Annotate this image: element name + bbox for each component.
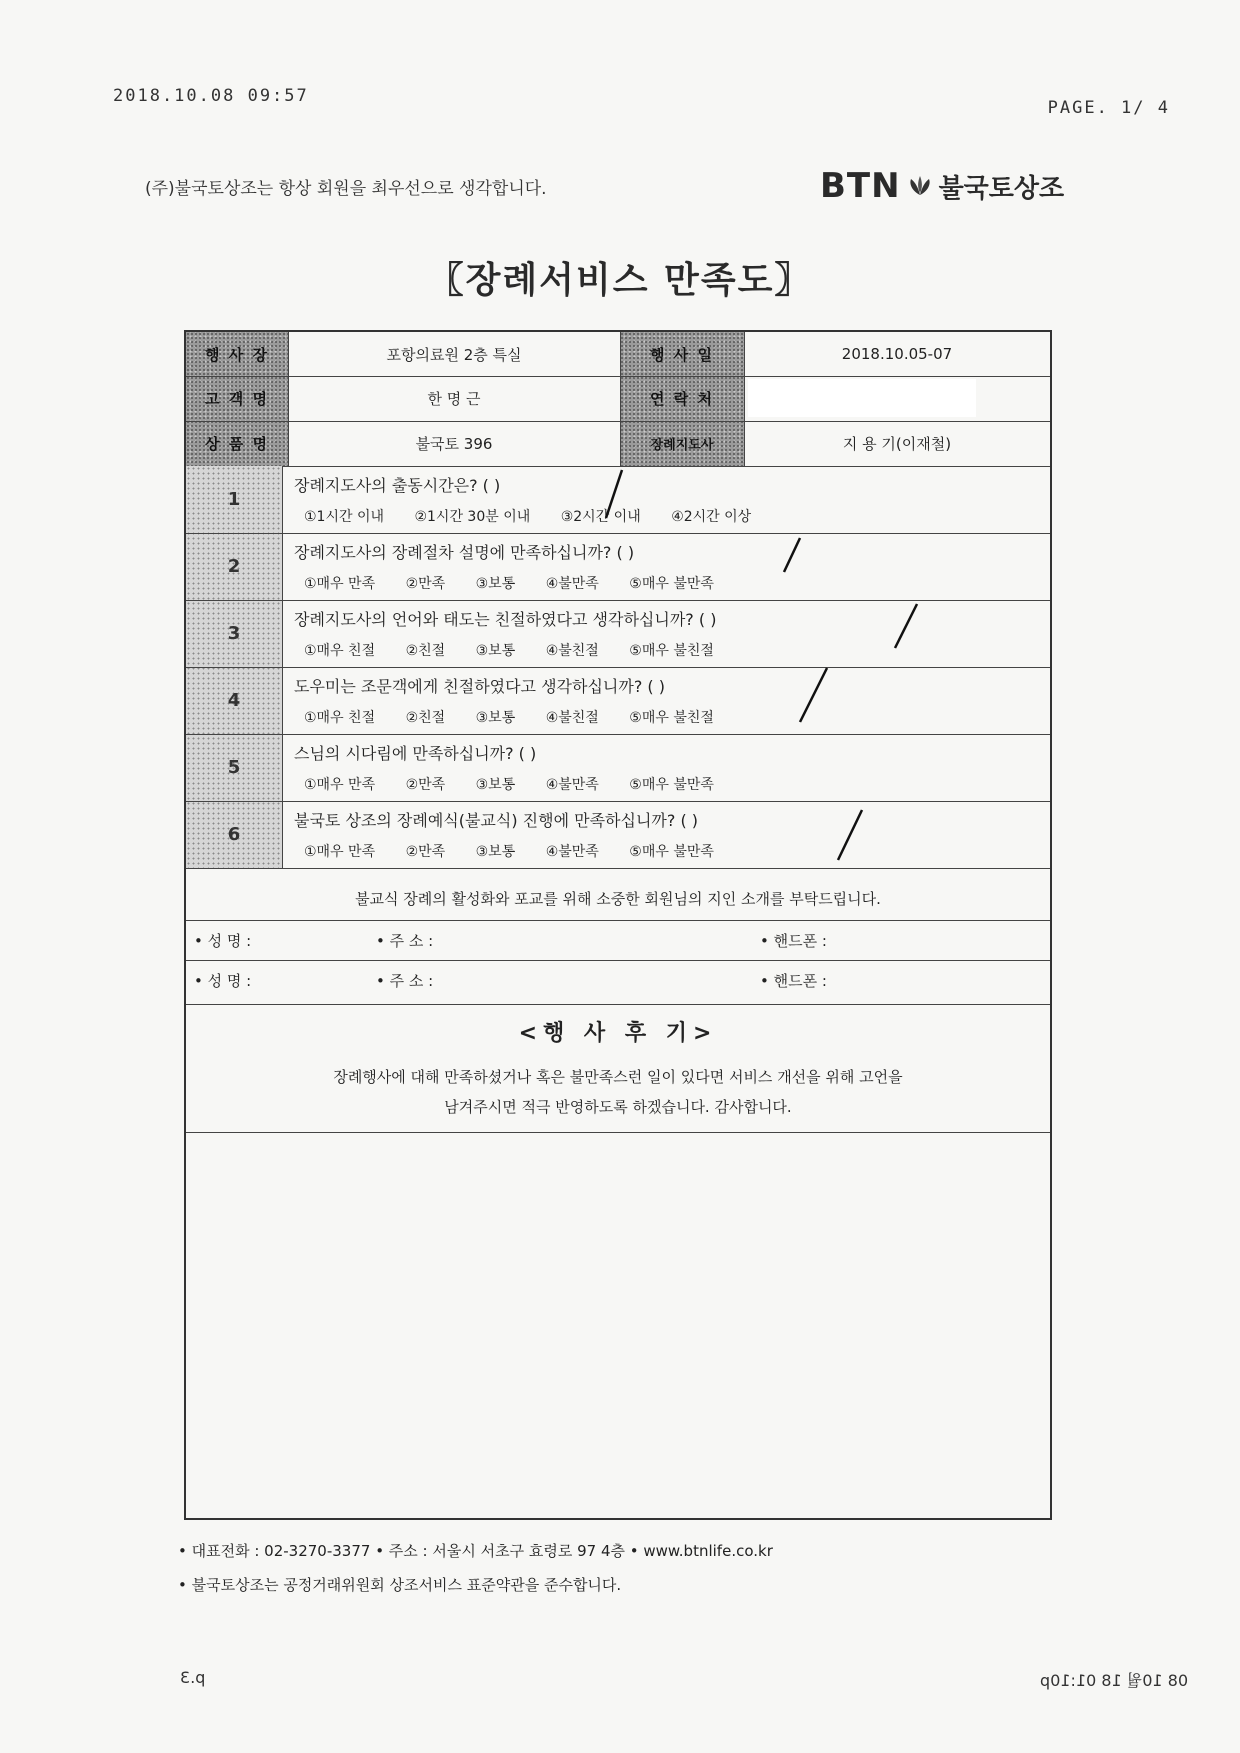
q2-option: ②만족 [405, 576, 446, 592]
label-customer: 고 객 명 [205, 390, 269, 408]
question-2-text: 장례지도사의 장례절차 설명에 만족하십니까? ( ) [294, 543, 635, 562]
q5-option: ③보통 [475, 777, 516, 793]
question-3-options [304, 640, 740, 660]
question-5-number: 5 [227, 757, 241, 778]
q3-option: ①매우 친절 [304, 643, 376, 659]
q6-option: ④불만족 [545, 844, 599, 860]
logo-name-text: 불국토상조 [938, 173, 1065, 204]
question-3-text: 장례지도사의 언어와 태도는 친절하였다고 생각하십니까? ( ) [294, 610, 717, 629]
label-product: 상 품 명 [205, 435, 269, 453]
value-venue: 포항의료원 2층 특실 [386, 345, 522, 364]
q3-option: ④불친절 [545, 643, 599, 659]
q2-option: ③보통 [475, 576, 516, 592]
q6-option: ①매우 만족 [304, 844, 376, 860]
company-slogan: (주)불국토상조는 항상 회원을 최우선으로 생각합니다. [145, 179, 547, 199]
q5-option: ②만족 [405, 777, 446, 793]
fax-page-number: PAGE. 1/ 4 [1047, 98, 1170, 118]
q5-option: ④불만족 [545, 777, 599, 793]
question-5-text: 스님의 시다림에 만족하십니까? ( ) [294, 744, 537, 763]
question-6-number: 6 [227, 824, 241, 845]
review-writing-area [186, 1133, 1050, 1518]
q1-option: ①1시간 이내 [304, 509, 385, 525]
question-1-number: 1 [227, 489, 241, 510]
mirrored-fax-timestamp: 08 10월 18 01:10p [1040, 1671, 1189, 1690]
mirrored-page-mark: p.3 [180, 1668, 206, 1687]
referral-1-name: • 성 명 : [194, 932, 252, 950]
question-2-options [304, 573, 740, 593]
referral-2-address: • 주 소 : [376, 972, 434, 990]
redaction-box [748, 379, 976, 417]
q4-option: ②친절 [405, 710, 446, 726]
q1-option: ③2시간 이내 [560, 509, 641, 525]
q6-option: ②만족 [405, 844, 446, 860]
footer-notice-line: • 불국토상조는 공정거래위원회 상조서비스 표준약관을 준수합니다. [178, 1576, 622, 1594]
question-4-number: 4 [227, 690, 241, 711]
q4-option: ④불친절 [545, 710, 599, 726]
review-instruction-line2: 남겨주시면 적극 반영하도록 하겠습니다. 감사합니다. [444, 1098, 792, 1116]
q6-option: ⑤매우 불만족 [629, 844, 714, 860]
referral-2-name: • 성 명 : [194, 972, 252, 990]
referral-request: 불교식 장례의 활성화와 포교를 위해 소중한 회원님의 지인 소개를 부탁드립니다. [355, 890, 881, 908]
referral-1-address: • 주 소 : [376, 932, 434, 950]
label-funeral-director: 장례지도사 [650, 438, 714, 453]
question-6-options [304, 841, 740, 861]
referral-2-phone: • 핸드폰 : [760, 972, 827, 990]
company-logo [820, 166, 1064, 206]
question-1-options [304, 506, 777, 526]
question-6-text: 불국토 상조의 장례예식(불교식) 진행에 만족하십니까? ( ) [294, 811, 699, 830]
q4-option: ③보통 [475, 710, 516, 726]
label-event-date: 행 사 일 [650, 345, 714, 364]
q2-option: ⑤매우 불만족 [629, 576, 714, 592]
question-4-text: 도우미는 조문객에게 친절하였다고 생각하십니까? ( ) [294, 677, 665, 696]
question-5-options [304, 774, 740, 794]
fax-timestamp: 2018.10.08 09:57 [113, 86, 309, 106]
lotus-icon [907, 175, 933, 197]
value-event-date: 2018.10.05-07 [841, 345, 953, 363]
survey-form [184, 330, 1052, 1520]
value-customer: 한 명 근 [427, 390, 481, 408]
footer-contact-line: • 대표전화 : 02-3270-3377 • 주소 : 서울시 서초구 효령로 97 4층 • www.btnlife.co.kr [178, 1542, 773, 1560]
question-2-number: 2 [227, 556, 241, 577]
logo-btn-text: BTN [820, 166, 901, 206]
q4-option: ⑤매우 불친절 [629, 710, 714, 726]
label-contact: 연 락 처 [650, 390, 714, 408]
q3-option: ②친절 [405, 643, 446, 659]
question-1-text: 장례지도사의 출동시간은? ( ) [294, 476, 501, 495]
q3-option: ⑤매우 불친절 [629, 643, 714, 659]
q1-option: ④2시간 이상 [671, 509, 752, 525]
q2-option: ①매우 만족 [304, 576, 376, 592]
q2-option: ④불만족 [545, 576, 599, 592]
label-venue: 행 사 장 [205, 345, 269, 364]
q5-option: ①매우 만족 [304, 777, 376, 793]
question-4-options [304, 707, 740, 727]
review-title: <행 사 후 기> [518, 1021, 718, 1046]
review-instruction-line1: 장례행사에 대해 만족하셨거나 혹은 불만족스런 일이 있다면 서비스 개선을 위해 고언을 [333, 1068, 903, 1086]
q1-option: ②1시간 30분 이내 [414, 509, 531, 525]
q5-option: ⑤매우 불만족 [629, 777, 714, 793]
value-funeral-director: 지 용 기(이재철) [842, 435, 952, 453]
referral-1-phone: • 핸드폰 : [760, 932, 827, 950]
q6-option: ③보통 [475, 844, 516, 860]
q3-option: ③보통 [475, 643, 516, 659]
q4-option: ①매우 친절 [304, 710, 376, 726]
value-product: 불국토 396 [415, 435, 493, 453]
question-3-number: 3 [227, 623, 241, 644]
page-title: 〖장례서비스 만족도〗 [427, 260, 813, 301]
